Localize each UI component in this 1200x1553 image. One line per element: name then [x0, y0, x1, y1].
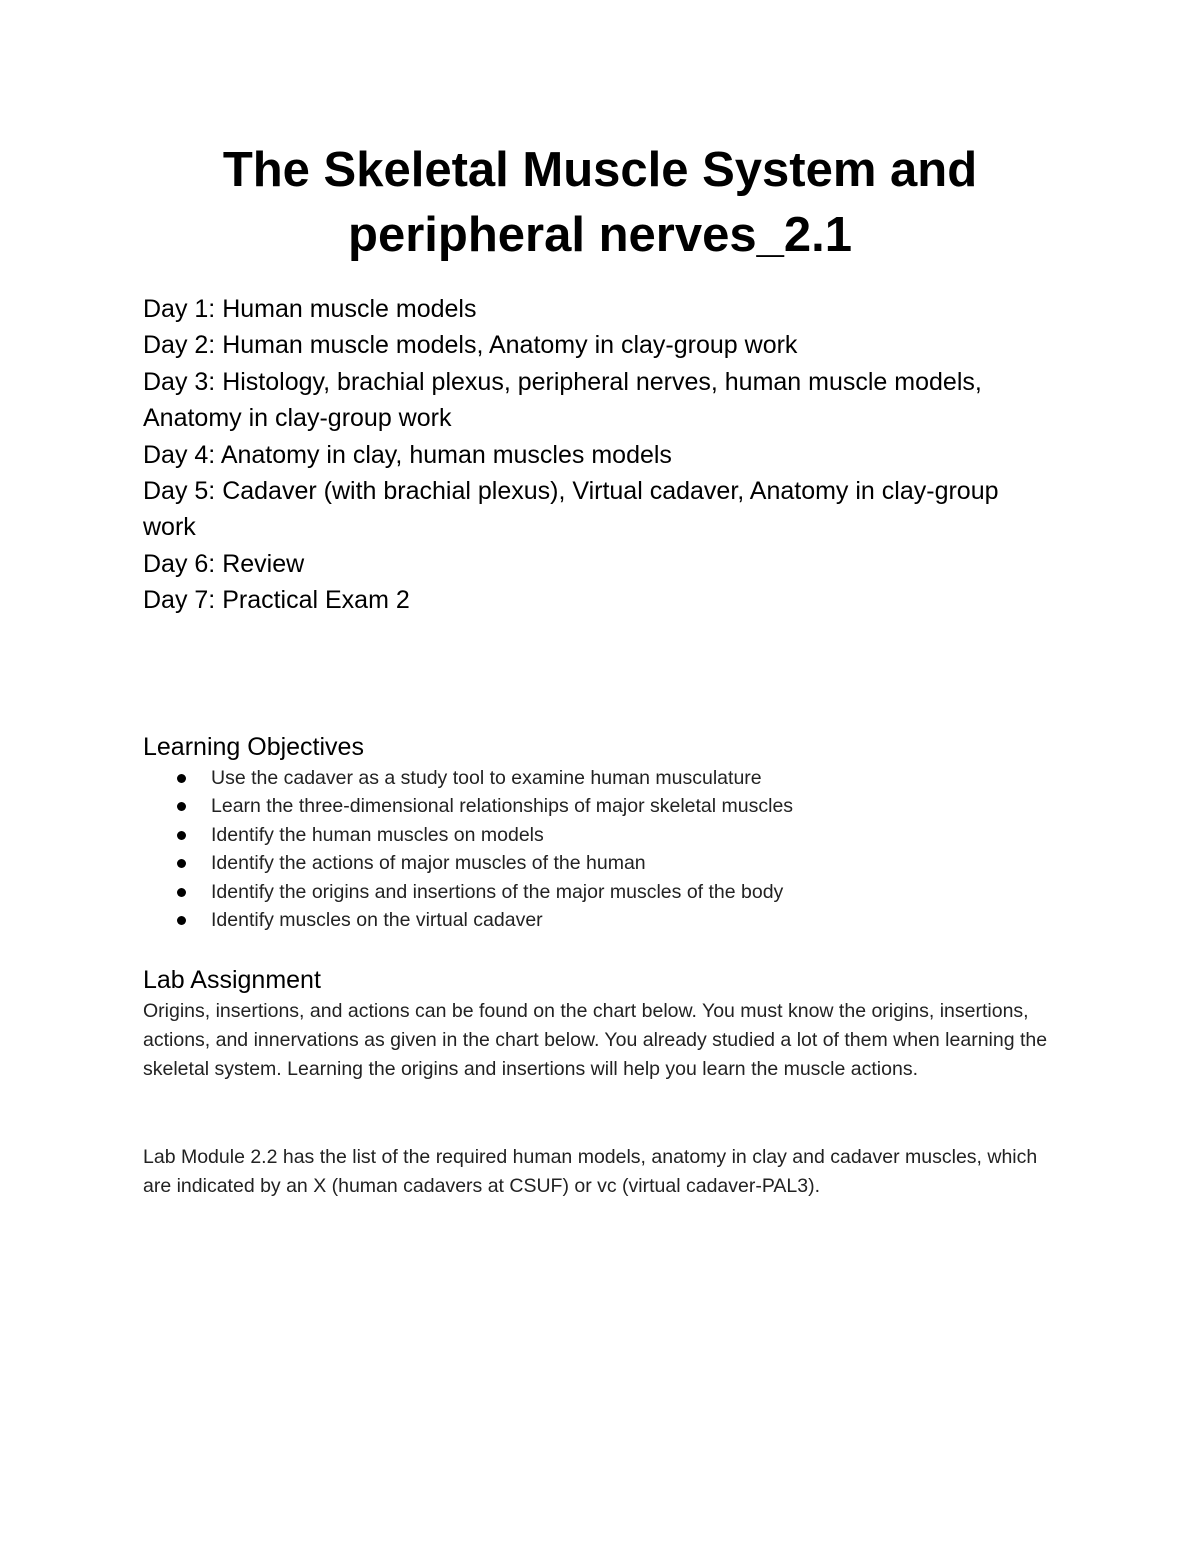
title-line-2: peripheral nerves_2.1: [348, 208, 852, 262]
objective-item: [143, 849, 1043, 877]
objective-item: [143, 792, 1043, 820]
schedule-item-day-1: Day 1: Human muscle models: [143, 295, 477, 323]
schedule-item-day-3: Day 3: Histology, brachial plexus, peripheral nerves, human muscle models, Anatomy in clay-group work: [143, 367, 982, 433]
learning-objectives-list: [143, 764, 1043, 934]
schedule-item-day-7: Day 7: Practical Exam 2: [143, 586, 410, 615]
objective-text: Use the cadaver as a study tool to examine human musculature: [211, 767, 762, 789]
schedule-item-day-4: Day 4: Anatomy in clay, human muscles models: [143, 440, 672, 469]
bullet-icon: [177, 774, 186, 783]
objective-item: [143, 764, 1043, 792]
document-title: [100, 138, 1100, 268]
bullet-icon: [177, 888, 186, 897]
bullet-icon: [177, 916, 186, 925]
objective-item: [143, 821, 1043, 849]
lab-assignment-paragraph: Origins, insertions, and actions can be found on the chart below. You must know the origins, insertions, actions, and innervations as given in the chart below. You already studied a lot of them when learning the skeletal system. Learning the origins and insertions will help you learn the muscle actions.: [143, 1000, 1048, 1081]
bullet-icon: [177, 859, 186, 868]
schedule-item-day-5: Day 5: Cadaver (with brachial plexus), Virtual cadaver, Anatomy in clay-group work: [143, 477, 999, 542]
schedule-list: [143, 291, 1023, 619]
objective-text: Identify the actions of major muscles of the human: [211, 852, 646, 875]
schedule-item-day-2: Day 2: Human muscle models, Anatomy in clay-group work: [143, 331, 798, 360]
lab-module-paragraph: Lab Module 2.2 has the list of the required human models, anatomy in clay and cadaver muscles, which are indicated by an X (human cadavers at CSUF) or vc (virtual cadaver-PAL3).: [143, 1146, 1038, 1198]
objective-text: Learn the three-dimensional relationships of major skeletal muscles: [211, 795, 794, 818]
lab-assignment-heading: Lab Assignment: [143, 966, 321, 994]
learning-objectives-heading: Learning Objectives: [143, 733, 364, 761]
objective-text: Identify the human muscles on models: [211, 823, 544, 846]
schedule-item-day-6: Day 6: Review: [143, 549, 305, 578]
objective-item: [143, 906, 1043, 934]
objective-item: [143, 878, 1043, 906]
objective-text: Identify muscles on the virtual cadaver: [211, 909, 543, 932]
bullet-icon: [177, 831, 186, 840]
title-line-1: The Skeletal Muscle System and: [222, 143, 978, 197]
objective-text: Identify the origins and insertions of the major muscles of the body: [211, 880, 784, 903]
bullet-icon: [177, 802, 186, 811]
